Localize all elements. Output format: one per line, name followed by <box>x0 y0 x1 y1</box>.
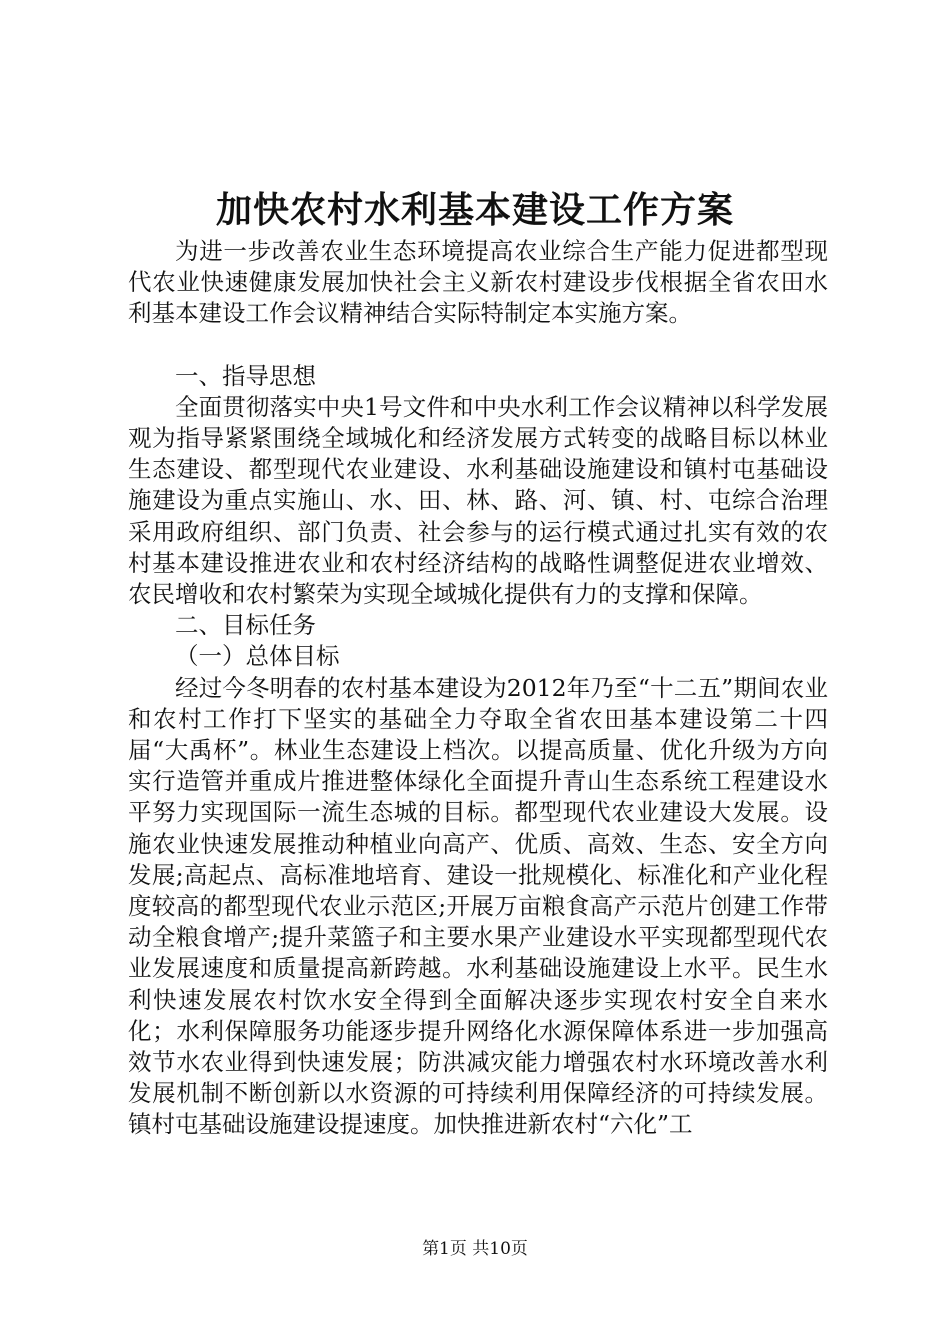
document-body <box>128 236 828 1141</box>
subheading-overall-goal: （一）总体目标 <box>175 642 340 671</box>
overall-goal-paragraph: 经过今冬明春的农村基本建设为2012年乃至“十二五”期间农业和农村工作打下坚实的基础全力夺取全省农田基本建设第二十四届“大禹杯”。林业生态建设上档次。以提高质量、优化升级为方向实行造管并重成片推进整体绿化全面提升青山生态系统工程建设水平努力实现国际一流生态城的目标。都型现代农业建设大发展。设施农业快速发展推动种植业向高产、优质、高效、生态、安全方向发展;高起点、高标准地培育、建设一批规模化、标准化和产业化程度较高的都型现代农业示范区;开展万亩粮食高产示范片创建工作带动全粮食增产;提升菜篮子和主要水果产业建设水平实现都型现代农业发展速度和质量提高新跨越。水利基础设施建设上水平。民生水利快速发展农村饮水安全得到全面解决逐步实现农村安全自来水化；水利保障服务功能逐步提升网络化水源保障体系进一步加强高效节水农业得到快速发展；防洪减灾能力增强农村水环境改善水利发展机制不断创新以水资源的可持续利用保障经济的可持续发展。镇村屯基础设施建设提速度。加快推进新农村“六化”工 <box>128 673 828 1139</box>
page-number-footer: 第1页 共10页 <box>422 1239 528 1259</box>
section-heading-guiding-thought: 一、指导思想 <box>175 361 316 390</box>
intro-paragraph: 为进一步改善农业生态环境提高农业综合生产能力促进都型现代农业快速健康发展加快社会主义新农村建设步伐根据全省农田水利基本建设工作会议精神结合实际特制定本实施方案。 <box>128 237 828 328</box>
document-title: 加快农村水利基本建设工作方案 <box>215 189 734 231</box>
guiding-thought-paragraph: 全面贯彻落实中央1号文件和中央水利工作会议精神以科学发展观为指导紧紧围绕全域城化和经济发展方式转变的战略目标以林业生态建设、都型现代农业建设、水利基础设施建设和镇村屯基础设施建设为重点实施山、水、田、林、路、河、镇、村、屯综合治理采用政府组织、部门负责、社会参与的运行模式通过扎实有效的农村基本建设推进农业和农村经济结构的战略性调整促进农业增效、农民增收和农村繁荣为实现全域城化提供有力的支撑和保障。 <box>128 392 828 609</box>
section-heading-goals: 二、目标任务 <box>175 611 316 640</box>
